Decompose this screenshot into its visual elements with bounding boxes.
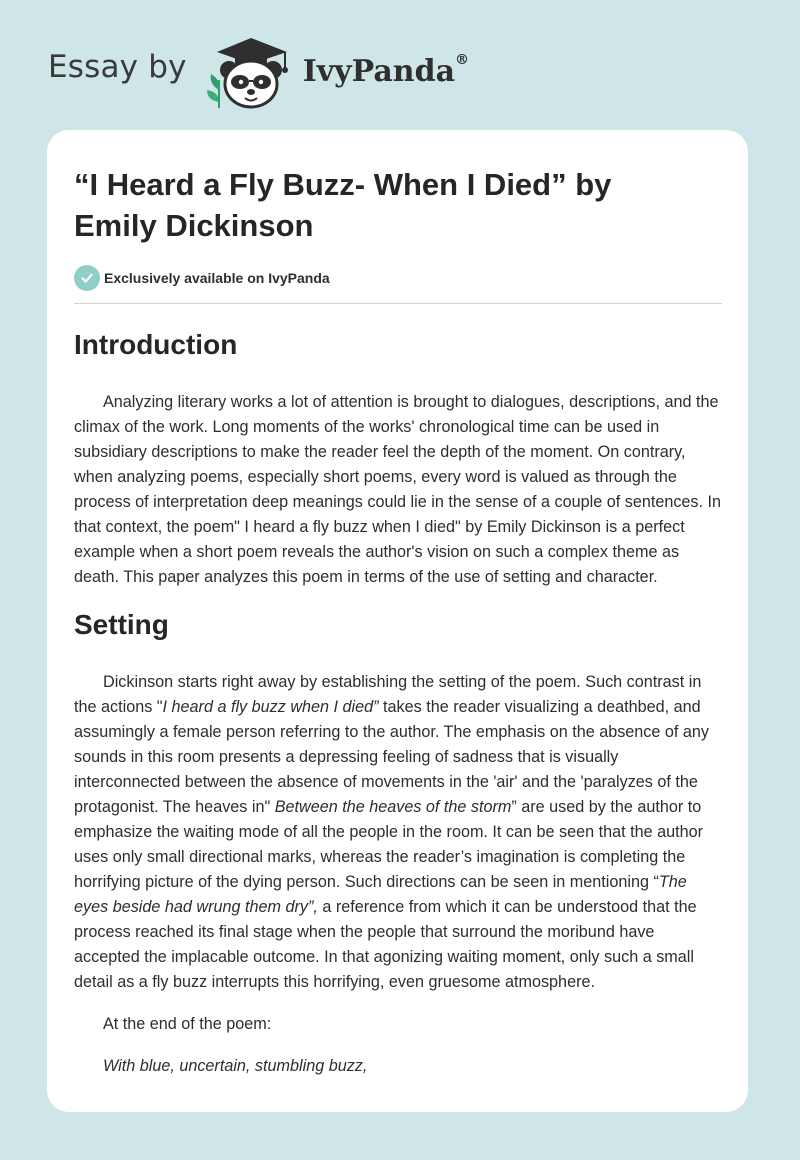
poem-quote: With blue, uncertain, stumbling buzz,	[103, 1057, 368, 1075]
site-header	[48, 30, 748, 110]
introduction-heading: Introduction	[74, 329, 238, 360]
check-circle-icon	[74, 265, 100, 291]
panda-graduate-logo-icon	[205, 30, 297, 110]
title-line-2: Emily Dickinson	[74, 208, 314, 243]
article-card	[47, 130, 748, 1112]
essay-by-label: Essay by	[48, 49, 187, 85]
title-line-1: “I Heard a Fly Buzz- When I Died” by	[74, 167, 612, 202]
poem-end-paragraph: At the end of the poem:	[103, 1015, 272, 1033]
exclusive-badge	[74, 265, 722, 291]
title-divider	[74, 303, 722, 304]
article-content	[74, 164, 722, 1079]
setting-heading: Setting	[74, 609, 169, 640]
introduction-paragraph: Analyzing literary works a lot of attention is brought to dialogues, descriptions, and the climax of the work. Long moments of the works' chronological time can be used in subsidiary descriptions to make the reader feel the depth of the moment. On contrary, when analyzing poems, especially short poems, every word is valued as through the process of interpretation deep meanings could lie in the sense of a couple of sentences. In that context, the poem" I heard a fly buzz when I died" by Emily Dickinson is a perfect example when a short poem reveals the author's vision on such a complex theme as death. This paper analyzes this poem in terms of the use of setting and character.	[74, 393, 722, 586]
exclusive-label: Exclusively available on IvyPanda	[104, 270, 330, 286]
brand-name: IvyPanda®	[302, 51, 470, 89]
page-title	[74, 164, 722, 246]
setting-paragraph: Dickinson starts right away by establishing the setting of the poem. Such contrast in the actions "I heard a fly buzz when I died” takes the reader visualizing a deathbed, and assumingly a female person referring to the author. The emphasis on the absence of any sounds in this room presents a depressing feeling of sadness that is visually interconnected between the absence of movements in the 'air' and the 'paralyzes of the protagonist. The heaves in" Between the heaves of the storm” are used by the author to emphasize the waiting mode of all the people in the room. It can be seen that the author uses only small directional marks, whereas the reader’s imagination is completing the horrifying picture of the dying person. Such directions can be seen in mentioning “The eyes beside had wrung them dry”, a reference from which it can be understood that the process reached its final stage when the people that surround the moribund have accepted the implacable outcome. In that agonizing waiting moment, only such a small detail as a fly buzz interrupts this horrifying, even gruesome atmosphere.	[74, 673, 709, 991]
